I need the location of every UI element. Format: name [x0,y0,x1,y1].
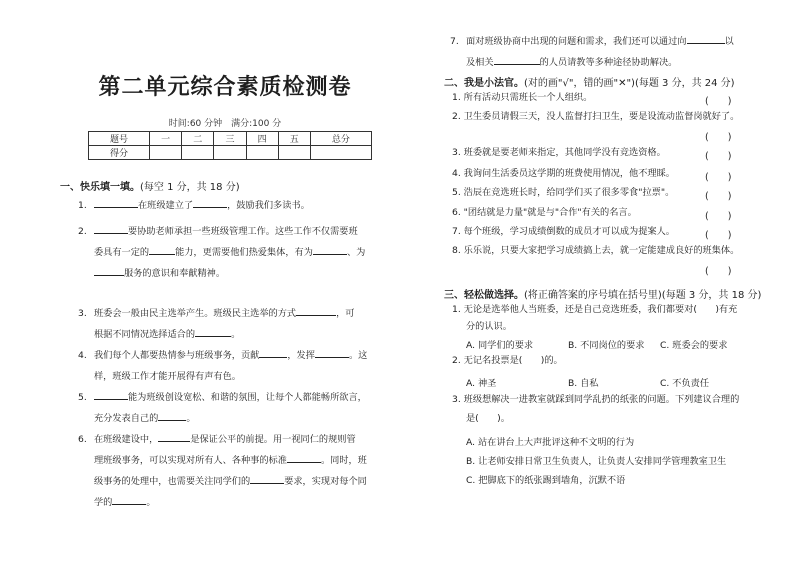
judge-item [452,88,592,108]
line-text: 以 [724,36,734,47]
line-text: 。 [231,329,241,340]
section2-title: 二、我是小法官。 [444,78,524,89]
choice-option[interactable]: B. 自私 [568,378,599,389]
fill-line [78,196,310,216]
choice-option[interactable]: C. 把脚底下的纸张踢到墙角，沉默不语 [466,475,626,486]
judge-item-text: 6. "团结就是力量"就是与"合作"有关的名言。 [452,207,637,218]
line-text: ，可 [336,308,355,319]
answer-blank[interactable] [193,197,227,208]
line-text: 要协助老师承担一些班级管理工作。这些工作不仅需要班 [128,226,358,237]
judge-item-text: 3. 班委就是要老师来指定，其他同学没有竞选资格。 [452,147,666,158]
header-cell: 题号 [89,132,150,146]
fill-line [450,32,734,52]
fill-line [466,53,677,73]
fill-line [78,346,367,366]
section2-note: (对的画"√"，错的画"✕")(每题 3 分，共 24 分) [524,78,735,89]
fill-line [94,409,196,429]
line-text: 。这 [348,350,368,361]
judge-item [452,222,675,242]
question-number: 2. [78,226,87,237]
line-text: 根据不同情况选择适合的 [94,329,196,340]
score-cell[interactable] [246,146,278,160]
line-text: 、为 [346,247,366,258]
header-cell: 三 [214,132,246,146]
judge-item-text: 7. 每个班级，学习成绩倒数的成员才可以成为提案人。 [452,226,675,237]
answer-paren[interactable]: ( ) [705,132,732,143]
score-cell[interactable] [182,146,214,160]
answer-paren[interactable]: ( ) [705,96,732,107]
choice-option[interactable]: B. 让老师安排日常卫生负责人，让负责人安排同学管理教室卫生 [466,456,727,467]
header-cell: 二 [182,132,214,146]
judge-item-text: 8. 乐乐说，只要大家把学习成绩搞上去，就一定能建成良好的班集体。 [452,245,740,256]
judge-item-text: 1. 所有活动只需班长一个人组织。 [452,92,593,103]
line-text: 的人员请教等多种途径协助解决。 [539,57,678,68]
section1-note: (每空 1 分，共 18 分) [140,182,240,193]
section3-title: 三、轻松做选择。 [444,290,524,301]
section3-heading [444,286,761,301]
fill-line [94,243,365,263]
choice-question [466,409,510,429]
answer-blank[interactable] [94,197,138,208]
line-text: 。 [146,497,156,508]
line-text: 面对班级协商中出现的问题和需求，我们还可以通过向 [466,36,687,47]
line-text: 我们每个人都要热情参与班级事务，贡献 [94,350,260,361]
choice-option[interactable]: A. 神圣 [466,378,497,389]
judge-item [452,203,637,223]
judge-item [452,183,674,203]
answer-blank[interactable] [158,431,190,442]
judge-item-text: 4. 我询问生活委员这学期的班费使用情况，他不理睬。 [452,168,675,179]
answer-blank[interactable] [287,452,321,463]
section1-title: 一、快乐填一填。 [60,182,140,193]
answer-paren[interactable]: ( ) [705,151,732,162]
score-cell[interactable] [278,146,310,160]
fill-line [78,222,358,242]
line-text: 要求，实现对每个同 [284,476,367,487]
fill-line [78,430,356,450]
exam-time-score: 时间:60 分钟 满分:100 分 [168,119,282,129]
line-text: 是保证公平的前提。用一视同仁的规则管 [190,434,356,445]
choice-option[interactable]: A. 站在讲台上大声批评这种不文明的行为 [466,437,635,448]
section3-note: (将正确答案的序号填在括号里)(每题 3 分，共 18 分) [524,290,762,301]
question-text: 分的认识。 [466,321,512,332]
line-text: 。 [186,413,196,424]
score-cell[interactable] [310,146,371,160]
fill-line [94,451,367,471]
row-label: 得分 [89,146,150,160]
choice-question [466,317,512,337]
question-text: 2. 无记名投票是( )的。 [452,355,563,366]
line-text: 级事务的处理中，也需要关注同学们的 [94,476,251,487]
answer-blank[interactable] [315,347,349,358]
answer-blank[interactable] [158,410,186,421]
fill-line [94,493,156,513]
fill-line [78,388,367,408]
line-text: 能力，更需要他们热爱集体，有为 [175,247,313,258]
judge-item [452,241,739,261]
question-number: 6. [78,434,87,445]
line-text: 能为班级创设宽松、和谐的氛围，让每个人都能畅所欲言， [128,392,367,403]
answer-paren[interactable]: ( ) [705,211,732,222]
score-cell[interactable] [214,146,246,160]
question-number: 3. [78,308,87,319]
score-table-header [89,132,372,146]
choice-option[interactable]: C. 班委会的要求 [660,340,728,351]
answer-blank[interactable] [94,223,128,234]
answer-blank[interactable] [687,33,725,44]
answer-paren[interactable]: ( ) [705,172,732,183]
answer-paren[interactable]: ( ) [705,230,732,241]
line-text: 在班级建立了 [138,200,194,211]
header-cell: 四 [246,132,278,146]
fill-line [94,472,367,492]
choice-option[interactable]: C. 不负责任 [660,378,710,389]
answer-blank[interactable] [296,305,336,316]
answer-blank[interactable] [94,389,128,400]
header-cell: 一 [150,132,182,146]
answer-blank[interactable] [195,326,231,337]
line-text: 班委会一般由民主选举产生。班级民主选举的方式 [94,308,297,319]
question-number: 5. [78,392,87,403]
answer-blank[interactable] [250,473,284,484]
question-number: 7. [450,36,459,47]
fill-line [94,367,241,387]
score-table [88,131,372,160]
line-text: 充分发表自己的 [94,413,159,424]
question-text: 是( )。 [466,413,510,424]
choice-question [452,351,563,371]
line-text: 服务的意识和奉献精神。 [124,268,226,279]
fill-line [78,304,355,324]
section1-heading [60,178,240,193]
answer-blank[interactable] [94,265,124,276]
score-cell[interactable] [150,146,182,160]
line-text: 及相关 [466,57,494,68]
question-number: 4. [78,350,87,361]
fill-line [94,325,240,345]
answer-blank[interactable] [313,244,347,255]
judge-item [452,164,675,184]
section2-heading [444,74,735,89]
choice-option[interactable]: A. 同学们的要求 [466,340,534,351]
question-text: 3. 班级想解决一进教室就踩到同学乱扔的纸张的问题。下列建议合理的 [452,394,740,405]
question-text: 1. 无论是选举他人当班委，还是自己竞选班委，我们都要对( )有充 [452,304,738,315]
answer-blank[interactable] [259,347,287,358]
question-number: 1. [78,200,87,211]
judge-item-text: 5. 浩辰在竞选班长时，给同学们买了很多零食"拉票"。 [452,187,675,198]
answer-blank[interactable] [494,54,540,65]
choice-question [452,390,739,410]
line-text: 学的 [94,497,113,508]
line-text: ，鼓励我们多读书。 [227,200,310,211]
judge-item-text: 2. 卫生委员请假三天，没人监督打扫卫生，要是设流动监督岗就好了。 [452,111,740,122]
score-table-row [89,146,372,160]
line-text: 理班级事务，可以实现对所有人、各种事的标准 [94,455,287,466]
answer-blank[interactable] [149,244,175,255]
choice-option[interactable]: B. 不同岗位的要求 [568,340,645,351]
answer-blank[interactable] [112,494,146,505]
line-text: 委具有一定的 [94,247,150,258]
exam-title: 第二单元综合素质检测卷 [98,74,352,100]
answer-paren[interactable]: ( ) [705,191,732,202]
line-text: 样，班级工作才能开展得有声有色。 [94,371,241,382]
line-text: ，发挥 [287,350,315,361]
answer-paren[interactable]: ( ) [705,266,732,277]
line-text: 。同时，班 [320,455,367,466]
judge-item [452,107,739,127]
header-cell: 总分 [310,132,371,146]
header-cell: 五 [278,132,310,146]
fill-line [94,264,225,284]
line-text: 在班级建设中， [94,434,159,445]
judge-item [452,143,666,163]
